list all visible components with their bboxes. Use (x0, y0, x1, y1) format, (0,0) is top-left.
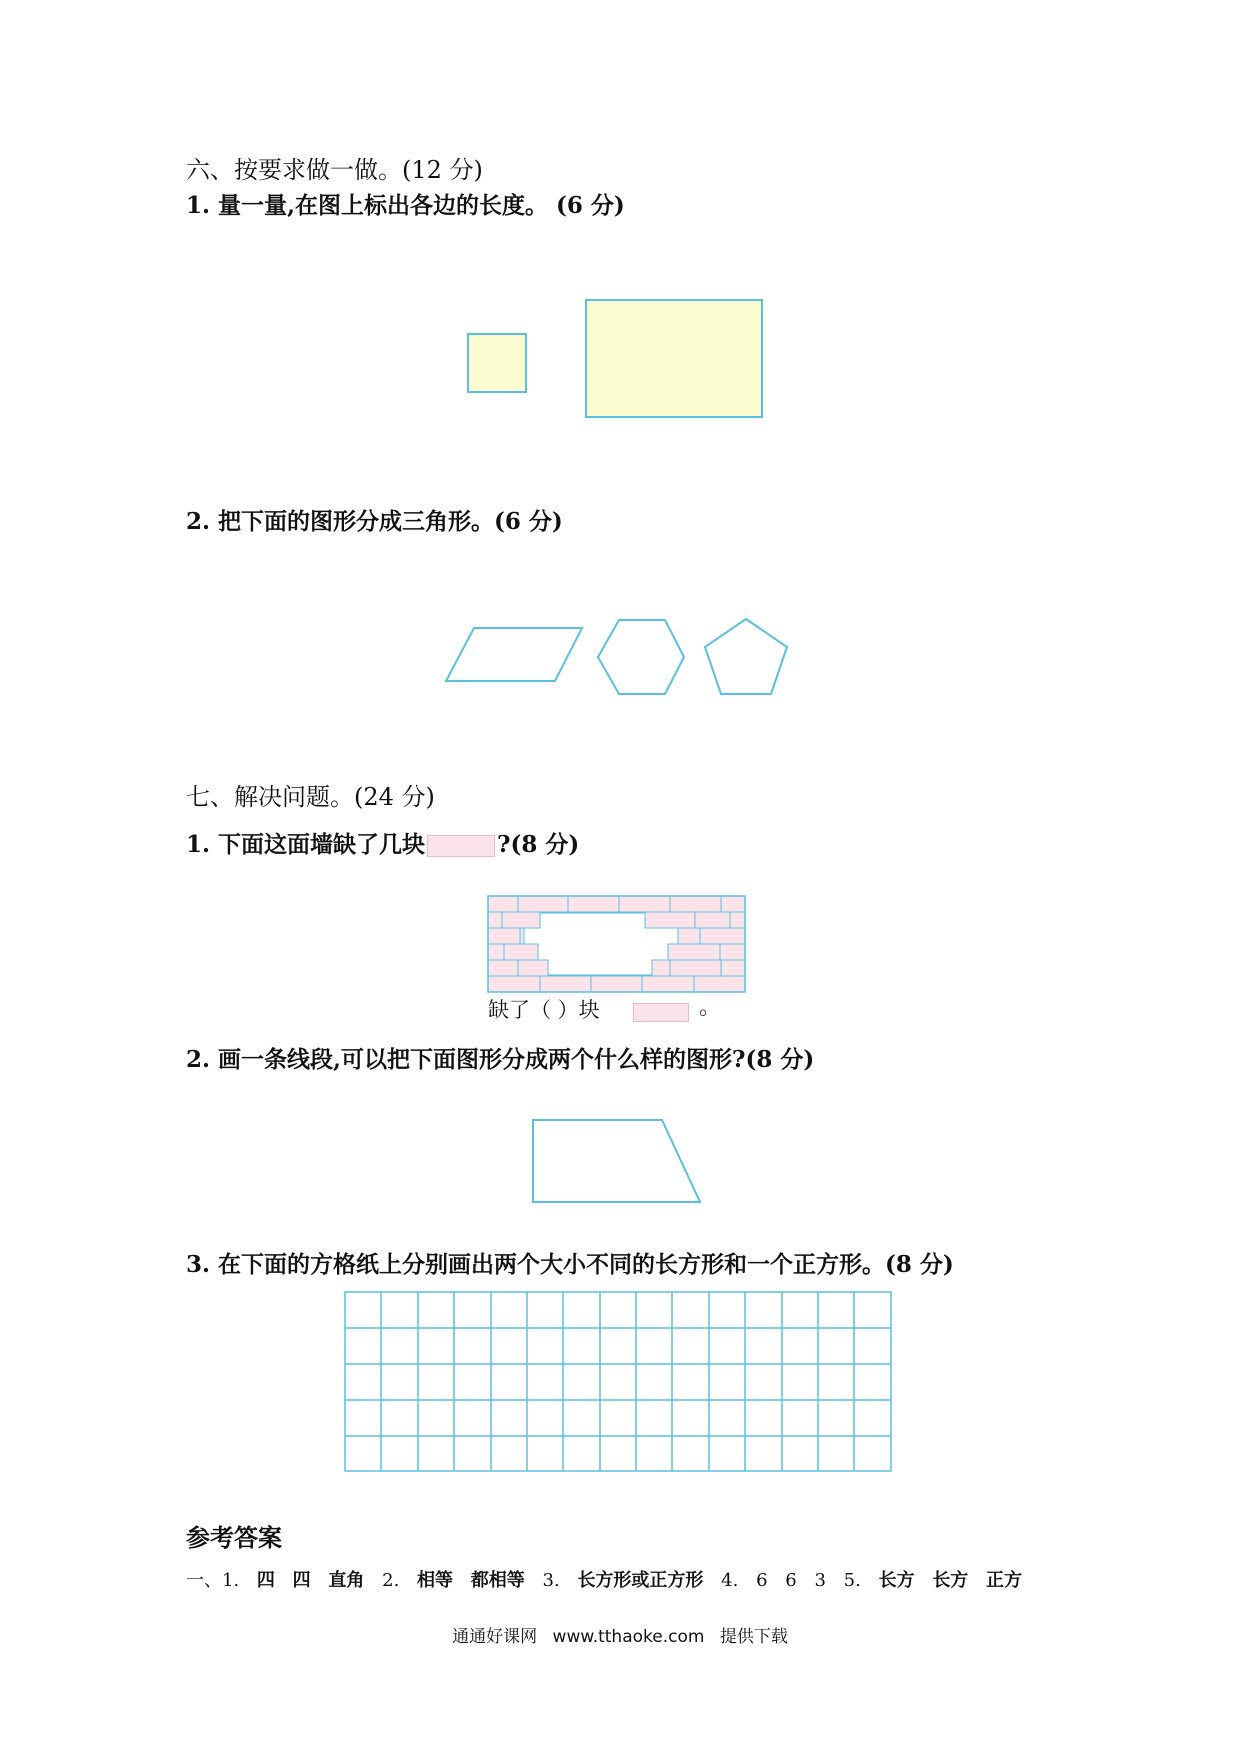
rectangle-shape (586, 300, 762, 417)
section-6-heading: 六、按要求做一做。(12 分) (186, 156, 483, 184)
hexagon-shape (598, 620, 684, 694)
brick-icon (427, 835, 495, 857)
question-7-3: 3. 在下面的方格纸上分别画出两个大小不同的长方形和一个正方形。(8 分) (186, 1251, 954, 1278)
parallelogram-shape (446, 628, 582, 681)
answer-item: 5. (843, 1570, 861, 1591)
answer-item: 3. (542, 1570, 560, 1591)
page-footer (0, 1622, 1240, 1647)
answer-item: 2. (382, 1570, 400, 1591)
answer-item: 6 (756, 1570, 768, 1591)
question-7-1-answer (488, 998, 600, 1023)
answer-item: 6 (785, 1570, 797, 1591)
answers-title: 参考答案 (186, 1524, 282, 1552)
question-7-2: 2. 画一条线段,可以把下面图形分成两个什么样的图形?(8 分) (186, 1046, 815, 1073)
pentagon-shape (705, 619, 787, 694)
answer-item: 3 (814, 1570, 826, 1591)
question-6-1: 1. 量一量,在图上标出各边的长度。 (6 分) (186, 192, 625, 219)
answer-item: 长方 (878, 1570, 915, 1591)
grid-paper (345, 1292, 891, 1471)
answer-item: 一、1. (186, 1570, 240, 1591)
footer-site-name: 通通好课网 (452, 1627, 538, 1647)
answer-item: 相等 (417, 1570, 454, 1591)
answers-line (186, 1566, 1034, 1592)
brick-icon (633, 1003, 689, 1022)
answer-item: 四 (256, 1570, 275, 1591)
answer-item: 长方 (932, 1570, 969, 1591)
footer-note: 提供下载 (719, 1627, 788, 1647)
answer-item: 四 (292, 1570, 311, 1591)
question-6-2: 2. 把下面的图形分成三角形。(6 分) (186, 508, 563, 535)
brick-wall (488, 896, 745, 992)
trapezoid-shape (533, 1120, 700, 1202)
small-square-shape (468, 334, 526, 392)
answer-blank-prefix: 缺了（ ）块 (488, 998, 600, 1022)
answer-blank-suffix: 。 (699, 995, 722, 1020)
question-7-1-prefix: 1. 下面这面墙缺了几块 (186, 831, 426, 858)
answer-item: 正方 (986, 1570, 1023, 1591)
answer-item: 都相等 (470, 1570, 525, 1591)
answer-item: 直角 (328, 1570, 365, 1591)
answer-item: 4. (721, 1570, 739, 1591)
question-7-1-suffix: ?(8 分) (497, 831, 580, 858)
section-7-heading: 七、解决问题。(24 分) (186, 783, 435, 811)
question-7-1 (186, 831, 579, 859)
footer-url[interactable]: www.tthaoke.com (552, 1627, 705, 1647)
answer-item: 长方形或正方形 (577, 1570, 704, 1591)
